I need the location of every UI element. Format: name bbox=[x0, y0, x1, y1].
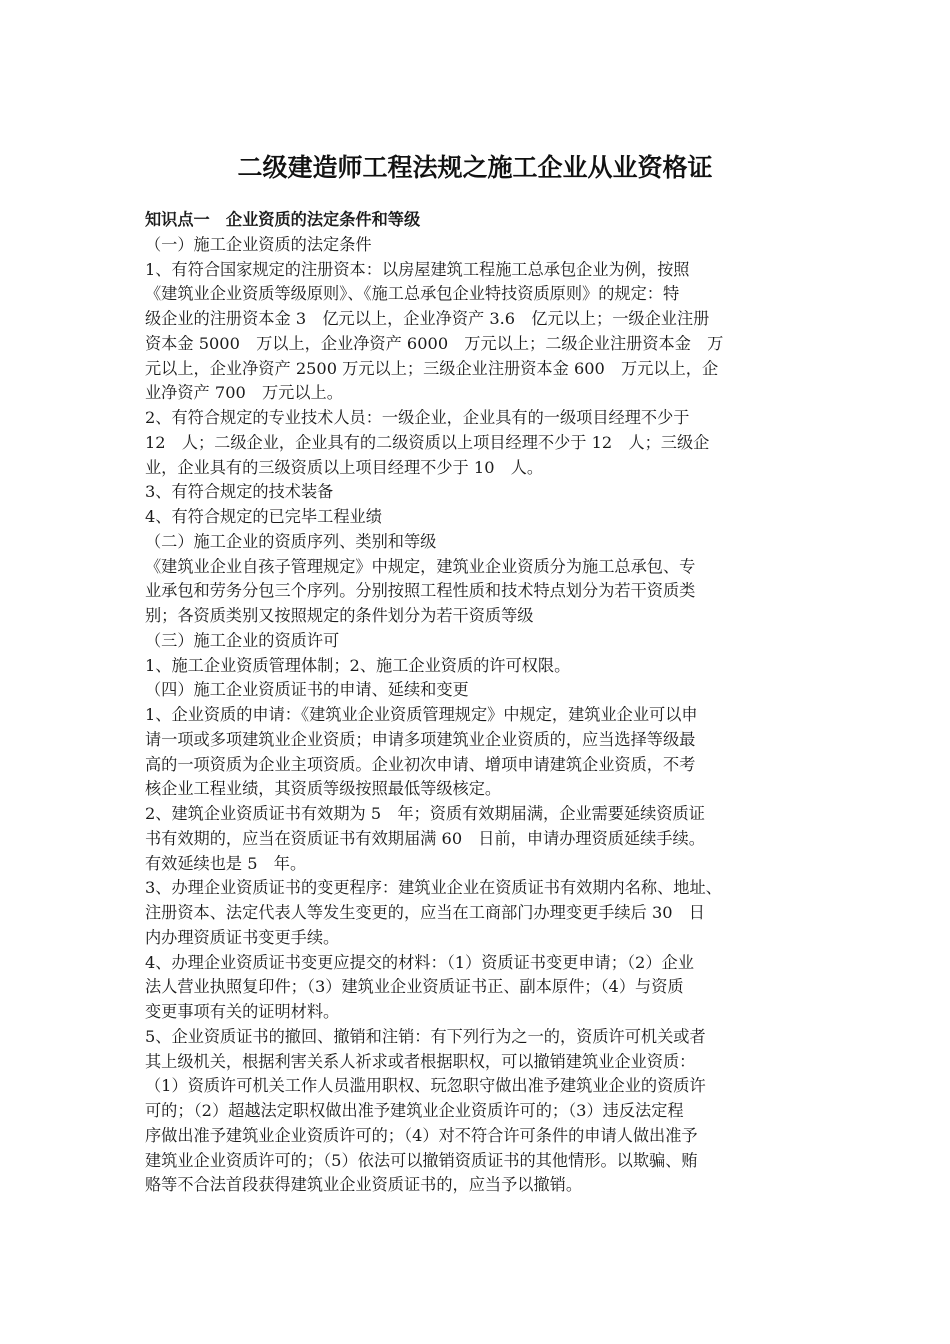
body-line: 3、办理企业资质证书的变更程序：建筑业企业在资质证书有效期内名称、地址、 bbox=[145, 878, 722, 898]
document-title: 二级建造师工程法规之施工企业从业资格证 bbox=[237, 153, 713, 182]
subsection-heading: （三）施工企业的资质许可 bbox=[145, 630, 340, 650]
subsection-heading: （一）施工企业资质的法定条件 bbox=[145, 234, 372, 254]
body-line: 元以上，企业净资产 2500 万元以上；三级企业注册资本金 600 万元以上，企 bbox=[145, 358, 719, 378]
body-line: 高的一项资质为企业主项资质。企业初次申请、增项申请建筑企业资质，不考 bbox=[145, 754, 696, 774]
body-line: 法人营业执照复印件；（3）建筑业企业资质证书正、副本原件；（4）与资质 bbox=[145, 977, 684, 997]
body-line: 4、有符合规定的已完毕工程业绩 bbox=[145, 507, 382, 526]
body-line: 《建筑业企业资质等级原则》、《施工总承包企业特技资质原则》的规定：特 bbox=[145, 284, 680, 304]
body-line: 2、有符合规定的专业技术人员：一级企业，企业具有的一级项目经理不少于 bbox=[145, 408, 690, 427]
body-line: 赂等不合法首段获得建筑业企业资质证书的，应当予以撤销。 bbox=[145, 1175, 583, 1195]
body-line: 业净资产 700 万元以上。 bbox=[145, 383, 343, 403]
section-heading: 知识点一 企业资质的法定条件和等级 bbox=[145, 210, 421, 229]
body-line: 书有效期的，应当在资质证书有效期届满 60 日前，申请办理资质延续手续。 bbox=[145, 828, 705, 848]
body-line: 可的；（2）超越法定职权做出准予建筑业企业资质许可的；（3）违反法定程 bbox=[145, 1101, 684, 1120]
body-line: 请一项或多项建筑业企业资质；申请多项建筑业企业资质的，应当选择等级最 bbox=[145, 729, 696, 749]
body-line: 序做出准予建筑业企业资质许可的；（4）对不符合许可条件的申请人做出准予 bbox=[145, 1125, 698, 1145]
body-line: （1）资质许可机关工作人员滥用职权、玩忽职守做出准予建筑业企业的资质许 bbox=[145, 1076, 706, 1096]
body-line: 别；各资质类别又按照规定的条件划分为若干资质等级 bbox=[145, 606, 534, 625]
body-line: 其上级机关，根据利害关系人祈求或者根据职权，可以撤销建筑业企业资质： bbox=[145, 1051, 696, 1071]
document-body bbox=[145, 208, 820, 1198]
body-line: 1、企业资质的申请：《建筑业企业资质管理规定》中规定，建筑业企业可以申 bbox=[145, 705, 698, 724]
body-line: 业承包和劳务分包三个序列。分别按照工程性质和技术特点划分为若干资质类 bbox=[145, 581, 696, 601]
body-line: 3、有符合规定的技术装备 bbox=[145, 482, 334, 502]
body-line: 资本金 5000 万以上，企业净资产 6000 万元以上；二级企业注册资本金 万 bbox=[145, 333, 724, 353]
body-line: 核企业工程业绩，其资质等级按照最低等级核定。 bbox=[145, 779, 502, 799]
body-line: 级企业的注册资本金 3 亿元以上，企业净资产 3.6 亿元以上；一级企业注册 bbox=[145, 309, 710, 328]
body-line: 1、有符合国家规定的注册资本：以房屋建筑工程施工总承包企业为例，按照 bbox=[145, 259, 690, 279]
body-line: 注册资本、法定代表人等发生变更的，应当在工商部门办理变更手续后 30 日 bbox=[145, 903, 705, 922]
body-line: 建筑业企业资质许可的；（5）依法可以撤销资质证书的其他情形。以欺骗、贿 bbox=[145, 1150, 698, 1170]
body-line: 内办理资质证书变更手续。 bbox=[145, 927, 340, 947]
body-line: 5、企业资质证书的撤回、撤销和注销：有下列行为之一的，资质许可机关或者 bbox=[145, 1026, 706, 1046]
body-line: 业，企业具有的三级资质以上项目经理不少于 10 人。 bbox=[145, 457, 544, 477]
body-line: 有效延续也是 5 年。 bbox=[145, 853, 307, 873]
body-line: 1、施工企业资质管理体制；2、施工企业资质的许可权限。 bbox=[145, 655, 571, 675]
subsection-heading: （二）施工企业的资质序列、类别和等级 bbox=[145, 531, 437, 551]
body-line: 变更事项有关的证明材料。 bbox=[145, 1002, 340, 1021]
body-line: 《建筑业企业自孩子管理规定》中规定，建筑业企业资质分为施工总承包、专 bbox=[145, 556, 696, 576]
body-line: 12 人；二级企业，企业具有的二级资质以上项目经理不少于 12 人；三级企 bbox=[145, 432, 710, 452]
body-line: 4、办理企业资质证书变更应提交的材料：（1）资质证书变更申请；（2）企业 bbox=[145, 952, 694, 972]
body-line: 2、建筑企业资质证书有效期为 5 年；资质有效期届满，企业需要延续资质证 bbox=[145, 804, 705, 823]
subsection-heading: （四）施工企业资质证书的申请、延续和变更 bbox=[145, 680, 469, 700]
